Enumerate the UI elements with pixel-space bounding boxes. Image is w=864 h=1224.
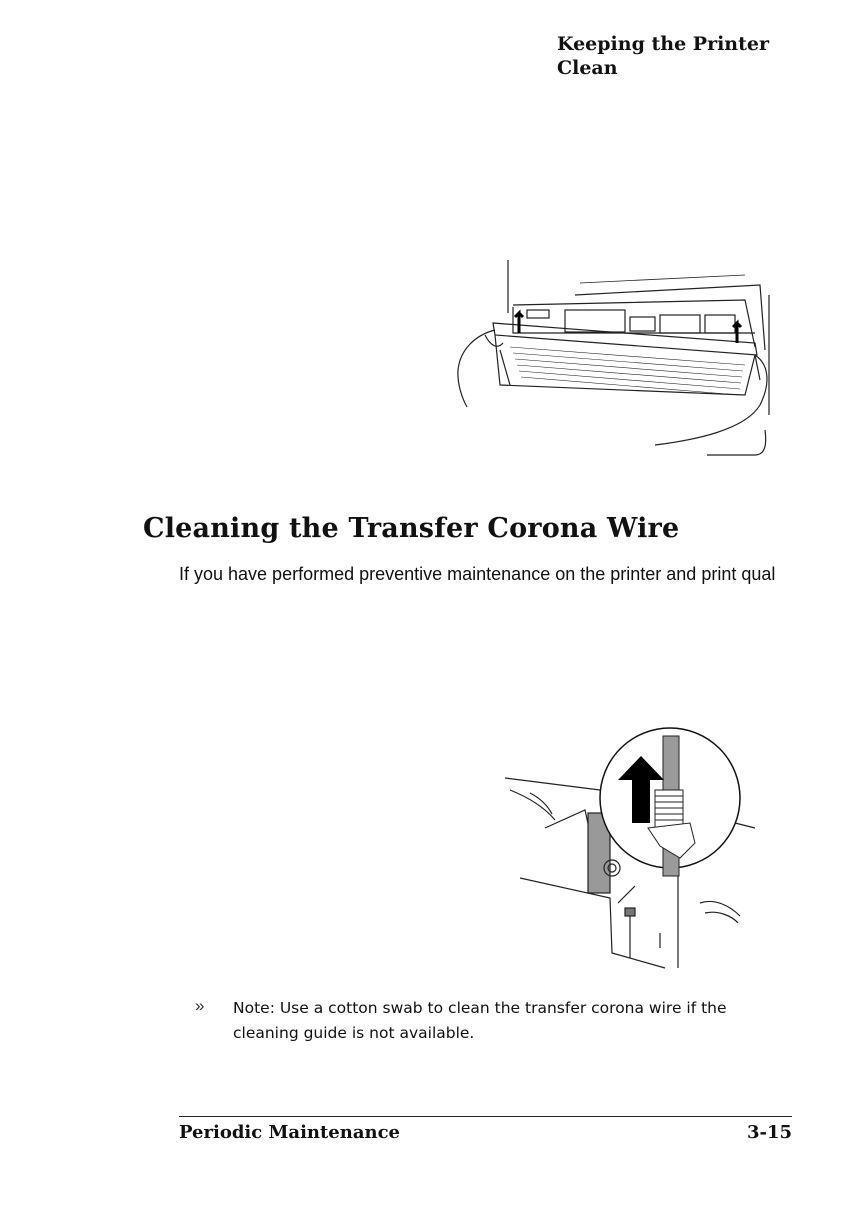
footer-page-number: 3-15 xyxy=(746,1122,792,1143)
note-bullet-icon: » xyxy=(195,996,205,1015)
body-paragraph: If you have performed preventive maintenance on the printer and print qual xyxy=(179,564,776,584)
footer-rule xyxy=(179,1116,792,1117)
section-heading: Cleaning the Transfer Corona Wire xyxy=(143,513,680,544)
note-text: Note: Use a cotton swab to clean the transfer corona wire if the cleaning guide is not available. xyxy=(233,999,727,1042)
footer-chapter-title: Periodic Maintenance xyxy=(179,1122,401,1143)
corona-wire-illustration xyxy=(500,718,760,970)
running-header: Keeping the Printer Clean xyxy=(557,33,769,79)
printer-cover-illustration xyxy=(455,255,775,460)
